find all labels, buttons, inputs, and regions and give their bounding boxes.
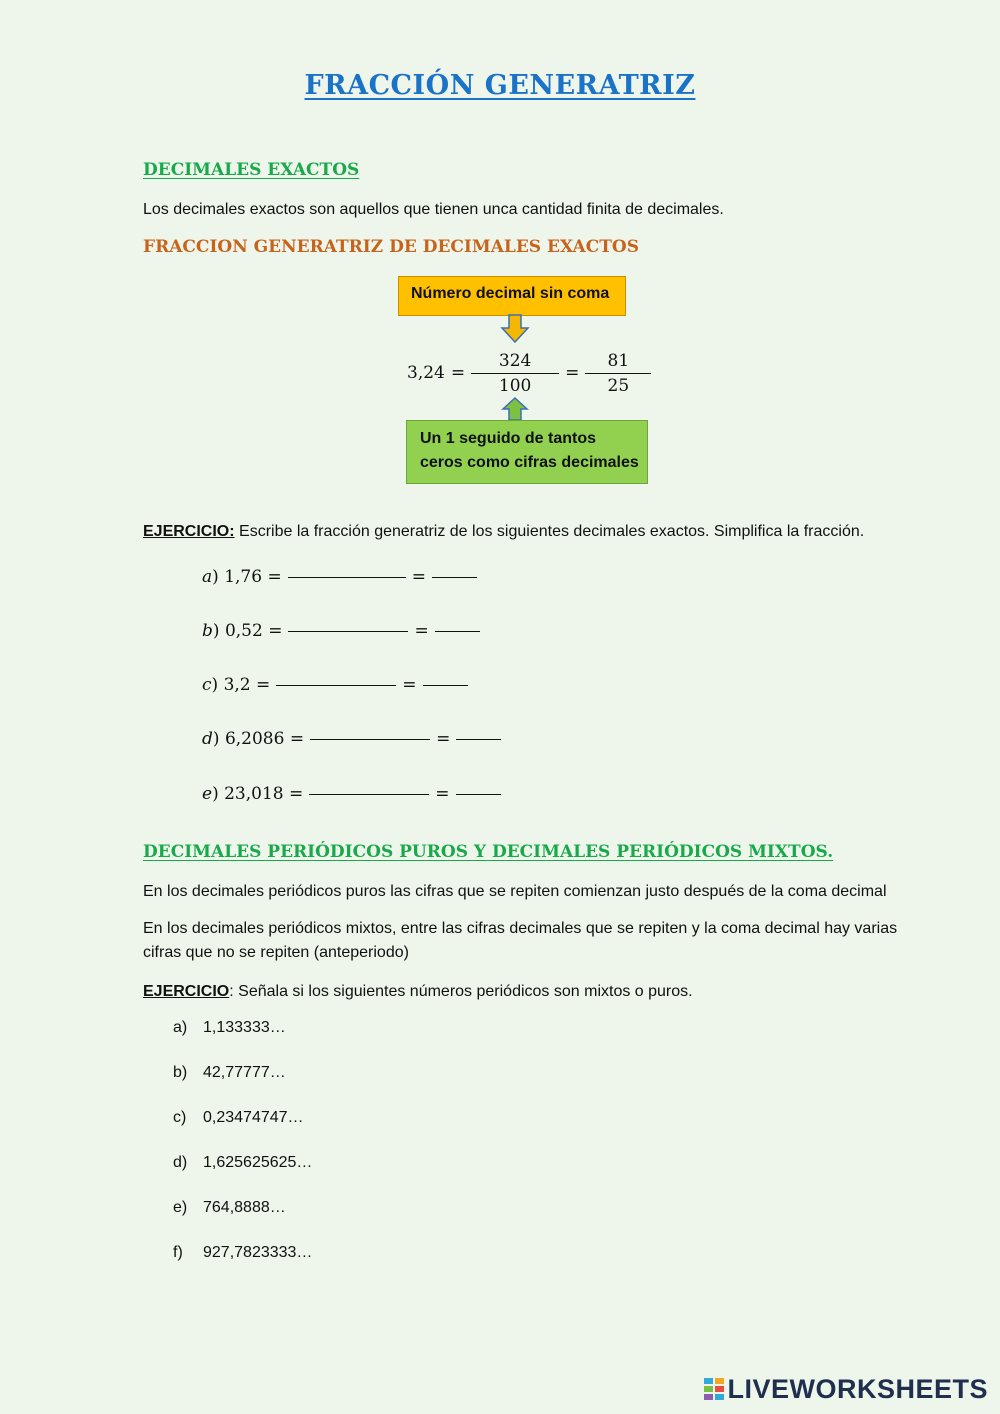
exercise-item-d: d) 6,2086 = = — [202, 729, 507, 749]
exercise-item-b: b) 0,52 = = — [202, 621, 486, 641]
item-value: 3,2 — [223, 675, 251, 695]
item-letter: c — [202, 675, 212, 695]
simplified-blank[interactable] — [456, 794, 501, 795]
exercise-label: EJERCICIO — [143, 983, 230, 1000]
simplified-blank[interactable] — [423, 685, 468, 686]
pure-periodic-definition: En los decimales periódicos puros las cifras que se repiten comienzan justo después de la coma decimal — [143, 883, 887, 900]
equals-sign: = — [565, 363, 580, 383]
exercise-2-instructions — [143, 980, 693, 1004]
denominator: 100 — [471, 373, 559, 396]
one-followed-by-zeros-box — [406, 420, 648, 484]
item-value: 0,52 — [224, 621, 263, 641]
up-arrow-icon — [501, 397, 529, 421]
equation-decimal: 3,24 — [407, 363, 445, 383]
decimal-without-comma-box: Número decimal sin coma — [398, 276, 626, 316]
exercise-label: EJERCICIO: — [143, 523, 235, 540]
fraction-81-25 — [585, 351, 651, 396]
exercise-1-instructions — [143, 520, 864, 544]
item-value: 23,018 — [224, 784, 284, 804]
exercise-item-a: a) 1,76 = = — [202, 567, 483, 587]
simplified-blank[interactable] — [435, 631, 480, 632]
exercise-text: Escribe la fracción generatriz de los siguientes decimales exactos. Simplifica la fracción. — [234, 523, 865, 540]
answer-blank[interactable] — [276, 685, 396, 686]
page-title — [0, 70, 1000, 101]
numerator: 81 — [607, 350, 630, 371]
logo-text: LIVEWORKSHEETS — [727, 1374, 988, 1404]
item-letter: a — [202, 567, 213, 587]
section-heading-exact-decimals: DECIMALES EXACTOS — [143, 160, 360, 180]
answer-blank[interactable] — [310, 739, 430, 740]
item-value: 6,2086 — [224, 729, 285, 749]
liveworksheets-logo — [704, 1374, 988, 1405]
periodic-item-a[interactable]: a) 1,133333… — [173, 1019, 286, 1036]
mixed-periodic-definition: En los decimales periódicos mixtos, entre las cifras decimales que se repiten y la coma decimal hay varias cifras que no se repiten (anteperiodo) — [143, 920, 898, 961]
subheading-generatrix-exact: FRACCION GENERATRIZ DE DECIMALES EXACTOS — [143, 237, 639, 257]
logo-squares-icon — [704, 1378, 724, 1400]
exercise-item-e: e) 23,018 = = — [202, 784, 507, 804]
item-letter: d — [202, 729, 213, 749]
exact-decimals-definition: Los decimales exactos son aquellos que tienen unca cantidad finita de decimales. — [143, 201, 724, 218]
box-line-2: ceros como cifras decimales — [420, 454, 639, 471]
item-letter: e — [202, 784, 213, 804]
down-arrow-icon — [500, 314, 530, 344]
answer-blank[interactable] — [288, 631, 408, 632]
answer-blank[interactable] — [309, 794, 429, 795]
exercise-item-c: c) 3,2 = = — [202, 675, 474, 695]
answer-blank[interactable] — [288, 577, 406, 578]
generatrix-equation — [407, 346, 651, 400]
periodic-item-b[interactable]: b) 42,77777… — [173, 1064, 286, 1081]
periodic-item-c[interactable]: c) 0,23474747… — [173, 1109, 304, 1126]
numerator: 324 — [498, 350, 532, 371]
box-line-1: Un 1 seguido de tantos — [420, 430, 597, 447]
denominator: 25 — [585, 373, 651, 396]
fraction-324-100 — [471, 351, 559, 396]
equals-sign: = — [450, 363, 466, 383]
simplified-blank[interactable] — [432, 577, 477, 578]
exercise-text: : Señala si los siguientes números periódicos son mixtos o puros. — [229, 983, 693, 1000]
item-value: 1,76 — [224, 567, 263, 587]
section-heading-periodic-decimals: DECIMALES PERIÓDICOS PUROS Y DECIMALES PERIÓDICOS MIXTOS. — [143, 842, 834, 862]
item-letter: b — [202, 621, 213, 641]
periodic-item-d[interactable]: d) 1,625625625… — [173, 1154, 313, 1171]
periodic-item-f[interactable]: f) 927,7823333… — [173, 1244, 313, 1261]
page-title-text: FRACCIÓN GENERATRIZ — [304, 70, 696, 101]
periodic-item-e[interactable]: e) 764,8888… — [173, 1199, 286, 1216]
simplified-blank[interactable] — [456, 739, 501, 740]
